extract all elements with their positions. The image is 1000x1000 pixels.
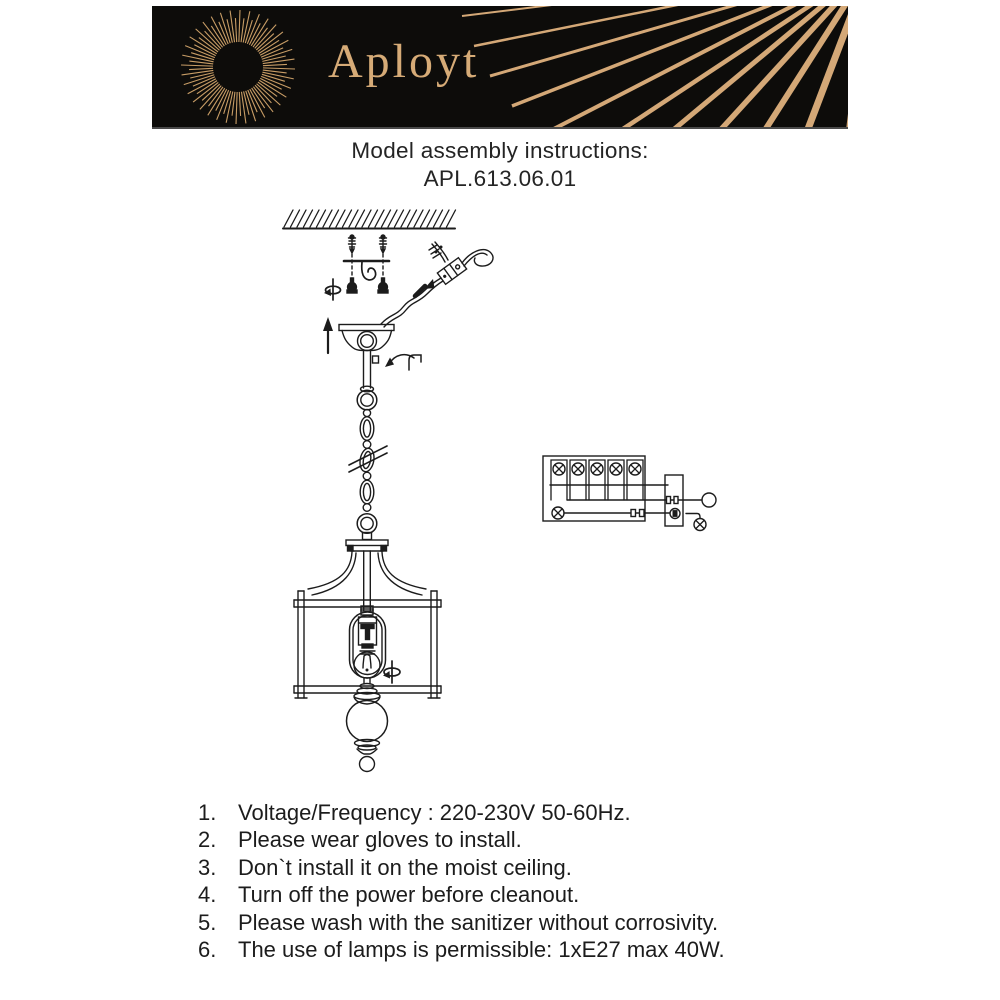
- instruction-item: [198, 799, 878, 826]
- item-text: The use of lamps is permissible: 1xE27 max 40W.: [238, 937, 725, 963]
- switch-terminal-icon: [702, 493, 716, 507]
- sunburst-logo-icon: [181, 10, 295, 124]
- instruction-item: [198, 909, 878, 936]
- lantern-frame: [294, 540, 441, 698]
- item-number: 2.: [198, 827, 217, 853]
- item-number: 6.: [198, 937, 217, 963]
- brand-banner: [152, 6, 848, 129]
- item-number: 5.: [198, 909, 217, 935]
- insert-arrow-icon: [415, 279, 435, 296]
- item-number: 4.: [198, 882, 217, 908]
- ceiling-hatch: [283, 210, 456, 229]
- title-block: [0, 137, 1000, 193]
- mounting-bracket-hook: [344, 261, 389, 280]
- wiring-schematic: [543, 456, 716, 531]
- canopy: [339, 325, 394, 389]
- wall-anchor-screws: [347, 235, 388, 293]
- light-bulb: [354, 652, 380, 678]
- item-number: 3.: [198, 854, 217, 880]
- up-arrow-icon: [323, 317, 333, 353]
- instruction-item: [198, 826, 878, 853]
- banner-decoration: [152, 6, 848, 127]
- bulb-rotation-icon: [383, 661, 400, 683]
- item-text: Turn off the power before cleanout.: [238, 882, 580, 908]
- brand-logo-text: Aployt: [328, 35, 480, 88]
- item-text: Don`t install it on the moist ceiling.: [238, 854, 572, 880]
- sphere-finial: [347, 678, 388, 772]
- model-number: APL.613.06.01: [423, 166, 577, 191]
- item-text: Please wear gloves to install.: [238, 827, 522, 853]
- instruction-item: [198, 881, 878, 908]
- screw-rotation-icon: [324, 279, 341, 300]
- ray-fan-decoration: [462, 6, 848, 127]
- wire-connector: [437, 258, 466, 285]
- hanging-chain: [357, 386, 377, 539]
- instruction-item: [198, 854, 878, 881]
- chain-shorten-mark: [349, 446, 387, 472]
- page-title: Model assembly instructions:: [351, 138, 649, 163]
- instruction-item: [198, 936, 878, 963]
- stem-rotation-icon: [385, 355, 421, 370]
- mains-wires: [381, 242, 493, 327]
- item-number: 1.: [198, 800, 217, 825]
- item-text: Please wash with the sanitizer without corrosivity.: [238, 909, 719, 935]
- item-text: Voltage/Frequency : 220-230V 50-60Hz.: [238, 800, 631, 825]
- e27-socket: [350, 609, 386, 678]
- instructions-list: [198, 799, 878, 963]
